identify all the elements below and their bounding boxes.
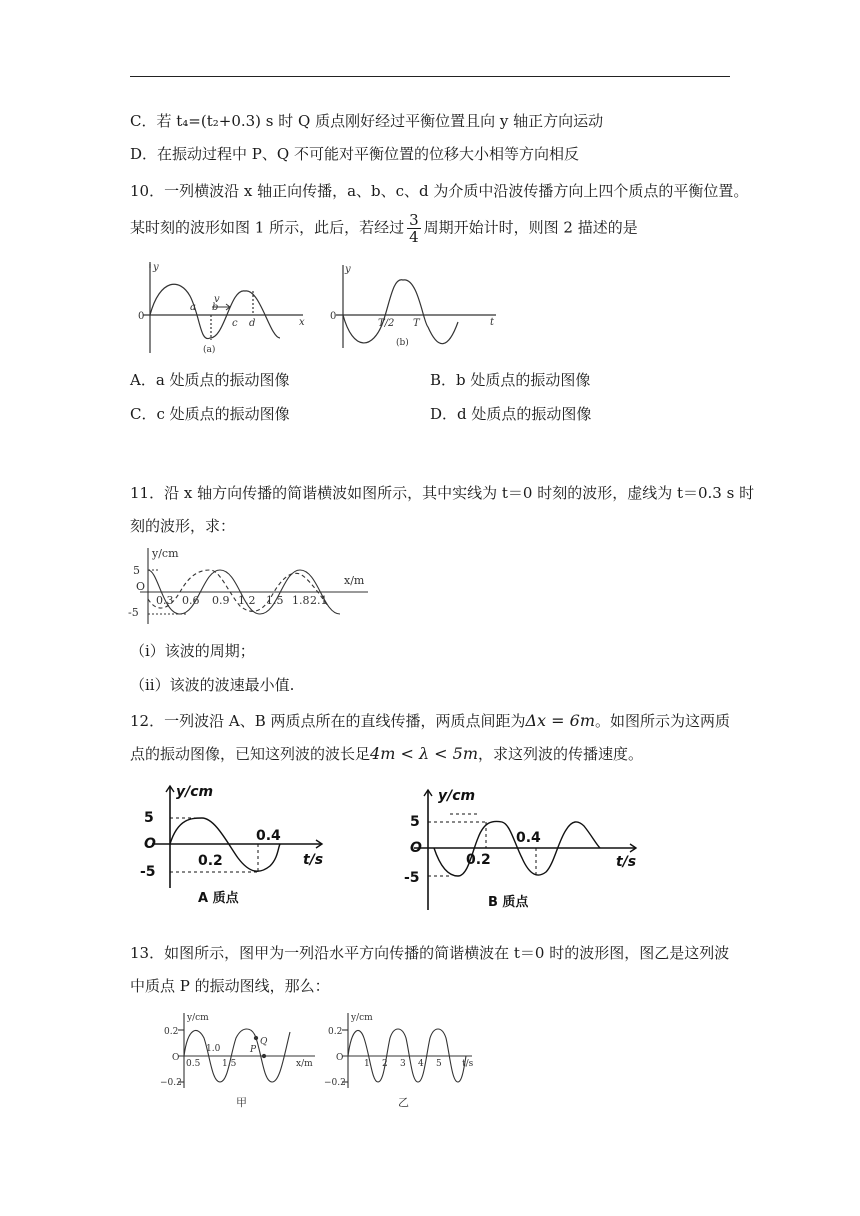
q12a-y-label: y/cm <box>176 784 214 800</box>
q12-figure-a <box>140 778 340 908</box>
q10-option-a: A．a 处质点的振动图像 <box>130 371 290 389</box>
q10b-origin: 0 <box>330 311 337 322</box>
q12b-y-label: y/cm <box>438 788 476 804</box>
q9-option-c: C．若 t₄=(t₂+0.3) s 时 Q 质点刚好经过平衡位置且向 y 轴正方向运动 <box>130 112 604 130</box>
q11-tick: 1.5 <box>266 594 284 607</box>
q12-distance-formula: Δx = 6m <box>525 711 595 730</box>
q12-text-line1-a: 12．一列波沿 A、B 两质点所在的直线传播，两质点间距为 <box>130 712 526 730</box>
q10-text-line2 <box>130 212 638 245</box>
q12-wavelength-range: 4m < λ < 5m <box>370 744 479 763</box>
q9-option-d: D．在振动过程中 P、Q 不可能对平衡位置的位移大小相等方向相反 <box>130 145 579 163</box>
q10-figure-b <box>328 262 503 352</box>
q10b-caption: (b) <box>396 338 409 348</box>
q13yi-y-top: 0.2 <box>328 1027 343 1037</box>
q13yi-caption: 乙 <box>398 1096 409 1109</box>
q10-fraction-numerator: 3 <box>409 211 419 229</box>
q11-sub2: （ii）该波的波速最小值. <box>130 676 295 694</box>
q13-figure-yi <box>322 1008 482 1110</box>
q11-tick: 1.8 <box>292 594 310 607</box>
q10a-point-a: a <box>190 302 196 313</box>
q13yi-tick: 2 <box>382 1059 388 1069</box>
q11-text-line2: 刻的波形，求： <box>130 517 236 535</box>
q12-text-line1 <box>130 710 730 732</box>
q11-x-label: x/m <box>344 574 365 587</box>
q13jia-y-top: 0.2 <box>164 1027 179 1037</box>
q10-option-b: B．b 处质点的振动图像 <box>430 371 591 389</box>
q10-fraction-denominator: 4 <box>409 228 419 246</box>
q10a-velocity-label: v <box>214 294 220 305</box>
q12b-t-label: t/s <box>616 854 637 870</box>
q10-text-line2-b: 周期开始计时，则图 2 描述的是 <box>423 218 638 237</box>
q10-fraction <box>407 212 421 245</box>
q13yi-tick: 5 <box>436 1059 442 1069</box>
q10a-point-b: b <box>212 302 219 313</box>
q13-text-line1: 13．如图所示，图甲为一列沿水平方向传播的简谐横波在 t＝0 时的波形图，图乙是这列波 <box>130 944 730 962</box>
q10b-y-label: y <box>345 264 351 275</box>
q13yi-tick: 3 <box>400 1059 406 1069</box>
q10-figure-a <box>135 258 310 358</box>
q13jia-tick-1-5: 1.5 <box>222 1059 237 1069</box>
q12-text-line2 <box>130 743 643 765</box>
q13jia-point-q: Q <box>260 1037 268 1047</box>
q11-y-label: y/cm <box>152 547 179 560</box>
q10-option-c: C．c 处质点的振动图像 <box>130 405 290 423</box>
q13jia-origin: O <box>172 1053 180 1063</box>
q13yi-tick: 1 <box>364 1059 370 1069</box>
q13-figure-jia <box>160 1008 330 1110</box>
q12a-caption: A 质点 <box>198 891 239 906</box>
q13jia-tick-0-5: 0.5 <box>186 1059 201 1069</box>
q11-tick: 1.2 <box>238 594 256 607</box>
q11-origin: O <box>136 580 146 593</box>
q12a-t1: 0.2 <box>198 853 223 869</box>
q12-figure-b <box>400 782 650 912</box>
q10-text-line1: 10．一列横波沿 x 轴正向传播，a、b、c、d 为介质中沿波传播方向上四个质点的平衡位置。 <box>130 182 749 200</box>
q13jia-caption: 甲 <box>236 1096 247 1109</box>
q12-text-line2-b: ，求这列波的传播速度。 <box>478 745 644 763</box>
q10a-x-label: x <box>299 317 305 328</box>
header-rule <box>130 76 730 77</box>
q13jia-point-p: P <box>250 1045 257 1055</box>
q11-tick: 0.9 <box>212 594 230 607</box>
q12b-origin: O <box>410 840 422 856</box>
q13-text-line2: 中质点 P 的振动图线，那么： <box>130 977 330 995</box>
q12b-caption: B 质点 <box>488 895 529 910</box>
q13jia-y-label: y/cm <box>187 1013 209 1023</box>
q12a-t2: 0.4 <box>256 828 281 844</box>
q13yi-y-bottom: −0.2 <box>324 1078 346 1088</box>
q10-option-d: D．d 处质点的振动图像 <box>430 405 592 423</box>
q10a-origin: 0 <box>138 311 145 322</box>
q13yi-y-label: y/cm <box>351 1013 373 1023</box>
q13yi-origin: O <box>336 1053 344 1063</box>
q13jia-tick-1-0: 1.0 <box>206 1044 221 1054</box>
q13yi-tick: 4 <box>418 1059 424 1069</box>
q12a-t-label: t/s <box>303 852 324 868</box>
q11-figure <box>128 544 378 626</box>
q11-tick: 0.3 <box>156 594 174 607</box>
q12b-y-bottom: -5 <box>404 870 420 886</box>
q11-tick: 2.1 <box>310 594 328 607</box>
q11-tick: 0.6 <box>182 594 200 607</box>
q11-text-line1: 11．沿 x 轴方向传播的简谐横波如图所示，其中实线为 t＝0 时刻的波形，虚线为 t＝0.3 s 时 <box>130 484 755 502</box>
q10b-t-label: t <box>490 317 495 328</box>
q10a-caption: (a) <box>203 345 216 355</box>
q11-y-top: 5 <box>133 564 140 577</box>
q12b-t2: 0.4 <box>516 830 541 846</box>
q12-text-line2-a: 点的振动图像，已知这列波的波长足 <box>130 745 371 763</box>
q12a-y-top: 5 <box>144 810 154 826</box>
q10a-point-c: c <box>232 318 238 329</box>
q12a-origin: O <box>144 836 156 852</box>
q10a-point-d: d <box>249 318 256 329</box>
q13yi-t-label: t/s <box>462 1059 474 1069</box>
q10b-period: T <box>413 318 420 329</box>
q10a-y-label: y <box>153 262 159 273</box>
q13jia-x-label: x/m <box>296 1059 313 1069</box>
q12-text-line1-b: 。如图所示为这两质 <box>595 712 731 730</box>
q10-text-line2-a: 某时刻的波形如图 1 所示，此后，若经过 <box>130 218 405 237</box>
q10b-half-period: T/2 <box>378 318 395 329</box>
q13jia-y-bottom: −0.2 <box>160 1078 182 1088</box>
q12b-y-top: 5 <box>410 814 420 830</box>
q12a-y-bottom: -5 <box>140 864 156 880</box>
q11-y-bottom: -5 <box>128 606 139 619</box>
q12b-t1: 0.2 <box>466 852 491 868</box>
q11-sub1: （i）该波的周期； <box>130 642 255 660</box>
